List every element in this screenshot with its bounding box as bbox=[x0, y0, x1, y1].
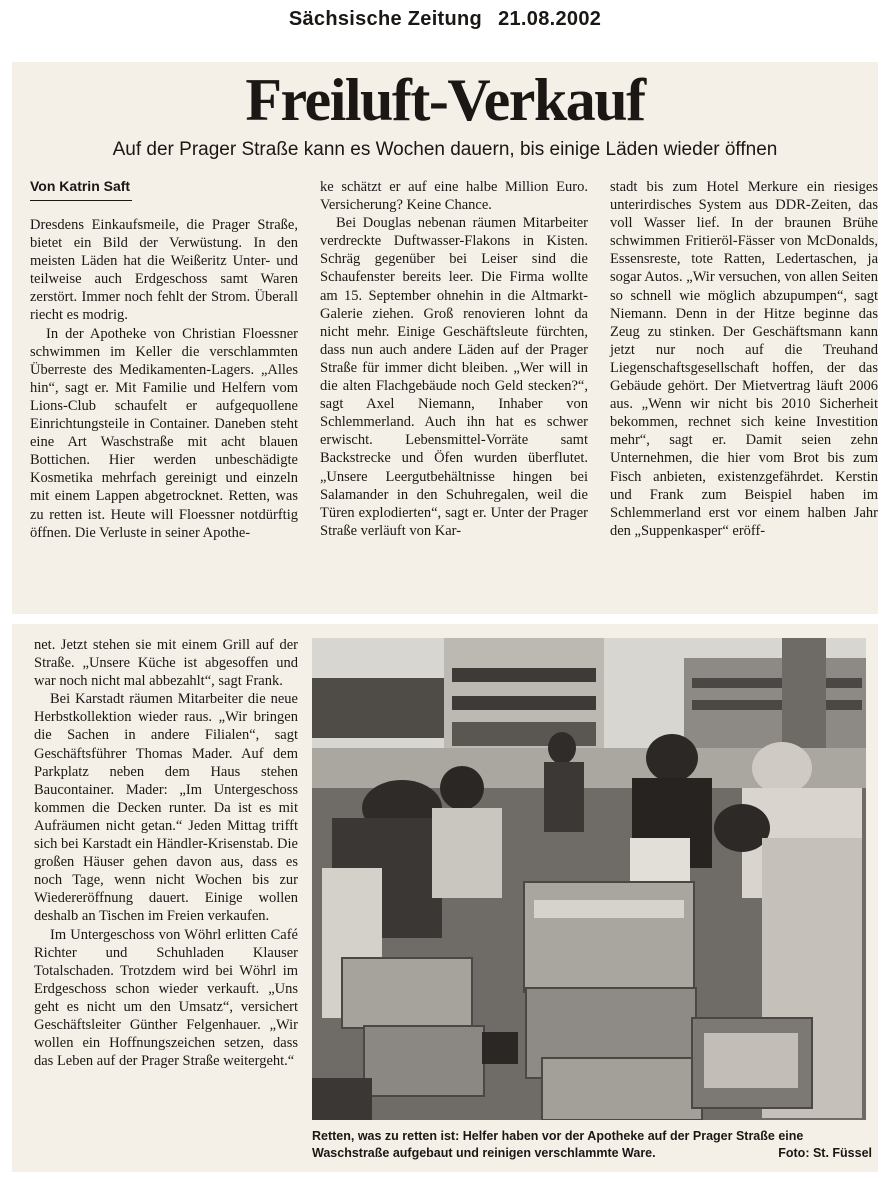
byline-rule bbox=[30, 200, 132, 201]
article-column-1 bbox=[30, 216, 298, 542]
paragraph: Dresdens Einkaufsmeile, die Prager Straße, bietet ein Bild der Verwüstung. In den meisten Läden hat die Weißeritz Unter- und teilweise auch Erdgeschoss samt Waren zerstört. Immer noch fehlt der Strom. Überall riecht es modrig. bbox=[30, 217, 298, 324]
newspaper-name: Sächsische Zeitung bbox=[288, 8, 483, 30]
news-photo bbox=[312, 638, 866, 1120]
article-column-4 bbox=[34, 636, 298, 1070]
article-column-3 bbox=[610, 178, 878, 540]
paragraph: Bei Douglas nebenan räumen Mitarbeiter verdreckte Duftwasser-Flakons in Kisten. Schräg gegenüber bei Leiser sind die Schaufenster bereits leer. Die Firma wollte am 15. September ohnehin in die Altmarkt-Galerie ziehen. Groß renovieren lohnt da nicht mehr. Einige Geschäftsleute fürchten, dass nun auch andere Läden auf der Prager Straße für immer dicht bleiben. „Wer will in die alten Flachgebäude noch Geld stecken?“, sagt Axel Niemann, Inhaber von Schlemmerland. Auch ihn hat es schwer erwischt. Lebensmittel-Vorräte samt Backstrecke und Öfen wurden überflutet. „Unsere Leergutbehältnisse hingen bei Salamander in den Schuhregalen, weil die Türen explodierten“, sagt er. Unter der Prager Straße verläuft von Kar- bbox=[320, 215, 588, 539]
article-clipping-top bbox=[12, 62, 878, 614]
paragraph: stadt bis zum Hotel Merkure ein riesiges unterirdisches System aus DDR-Zeiten, das voll Wasser lief. In der braunen Brühe schwimmen Fritieröl-Fässer von McDonalds, Essensreste, tote Ratten, Ledertaschen, ja sogar Autos. „Wir versuchen, von allen Seiten so schnell wie möglich abzupumpen“, sagt Niemann. Denn in der Hitze beginne das Zeug zu stinken. Der Geschäftsmann kann jetzt nur noch auf die Treuhand Liegenschaftsgesellschaft hoffen, der das Gebäude gehört. Der Mietvertrag läuft 2006 aus. „Wenn wir nicht bis 2010 Sicherheit bekommen, rechnet sich keine Investition mehr“, sagt er. Damit seien zehn Unternehmen, die hier vom Brot bis zum Fisch anbieten, existenzgefährdet. Kerstin und Frank zum Beispiel haben im Schlemmerland erst vor einem halben Jahr den „Suppenkasper“ eröff- bbox=[610, 179, 878, 539]
article-column-2 bbox=[320, 178, 588, 540]
article-clipping-bottom bbox=[12, 624, 878, 1172]
caption-text: Retten, was zu retten ist: Helfer haben vor der Apotheke auf der Prager Straße eine Waschstraße aufgebaut und reinigen verschlammte Ware. bbox=[312, 1129, 804, 1160]
subheadline: Auf der Prager Straße kann es Wochen dauern, bis einige Läden wieder öffnen bbox=[112, 139, 778, 160]
paragraph: Im Untergeschoss von Wöhrl erlitten Café Richter und Schuhladen Klauser Totalschaden. Trotzdem wird bei Wöhrl im Erdgeschoss schon wieder verkauft. „Uns geht es nicht um den Umsatz“, versichert Geschäftsleiter Günther Felgenhauer. „Wir wollen ein Hoffnungszeichen setzen, dass das Leben auf der Prager Straße weitergeht.“ bbox=[34, 926, 298, 1070]
headline: Freiluft-Verkauf bbox=[245, 67, 645, 133]
publication-date: 21.08.2002 bbox=[498, 8, 602, 30]
photo-image bbox=[312, 638, 866, 1120]
photo-caption bbox=[312, 1128, 872, 1162]
paragraph: Bei Karstadt räumen Mitarbeiter die neue Herbstkollektion wieder raus. „Wir bringen die Sachen in andere Filialen“, sagt Geschäftsführer Thomas Mader. Auf dem Parkplatz neben dem Haus stehen Baucontainer. Mader: „Im Untergeschoss kommen die Decken runter. Da ist es mit Aufräumen nicht getan.“ Jeden Mittag trifft sich bei Karstadt ein Händler-Krisenstab. Die großen Häuser gehen davon aus, dass es noch Tage, wenn nicht Wochen bis zur Wiedereröffnung dauert. Einige wollen deshalb an Tischen im Freien verkaufen. bbox=[34, 691, 298, 925]
paragraph: ke schätzt er auf eine halbe Million Euro. Versicherung? Keine Chance. bbox=[320, 179, 588, 214]
byline: Von Katrin Saft bbox=[30, 178, 131, 194]
paragraph: In der Apotheke von Christian Floessner schwimmen im Keller die verschlammten Überreste des Medikamenten-Lagers. „Alles hin“, sagt er. Mit Familie und Helfern vom Lions-Club schaufelt er aufgequollene Einrichtungsteile in Container. Daneben steht eine Art Waschstraße mit acht blauen Bottichen. Hier werden unbeschädigte Kosmetika mehrfach gereinigt und einzeln mit einem Lappen abgetrocknet. Retten, was zu retten ist. Heute will Floessner notdürftig öffnen. Die Verluste in seiner Apothe- bbox=[30, 325, 298, 541]
paragraph: net. Jetzt stehen sie mit einem Grill auf der Straße. „Unsere Küche ist abgesoffen und war noch nicht mal abbezahlt“, sagt Frank. bbox=[34, 637, 298, 690]
masthead bbox=[0, 8, 890, 31]
photo-credit: Foto: St. Füssel bbox=[778, 1146, 872, 1160]
